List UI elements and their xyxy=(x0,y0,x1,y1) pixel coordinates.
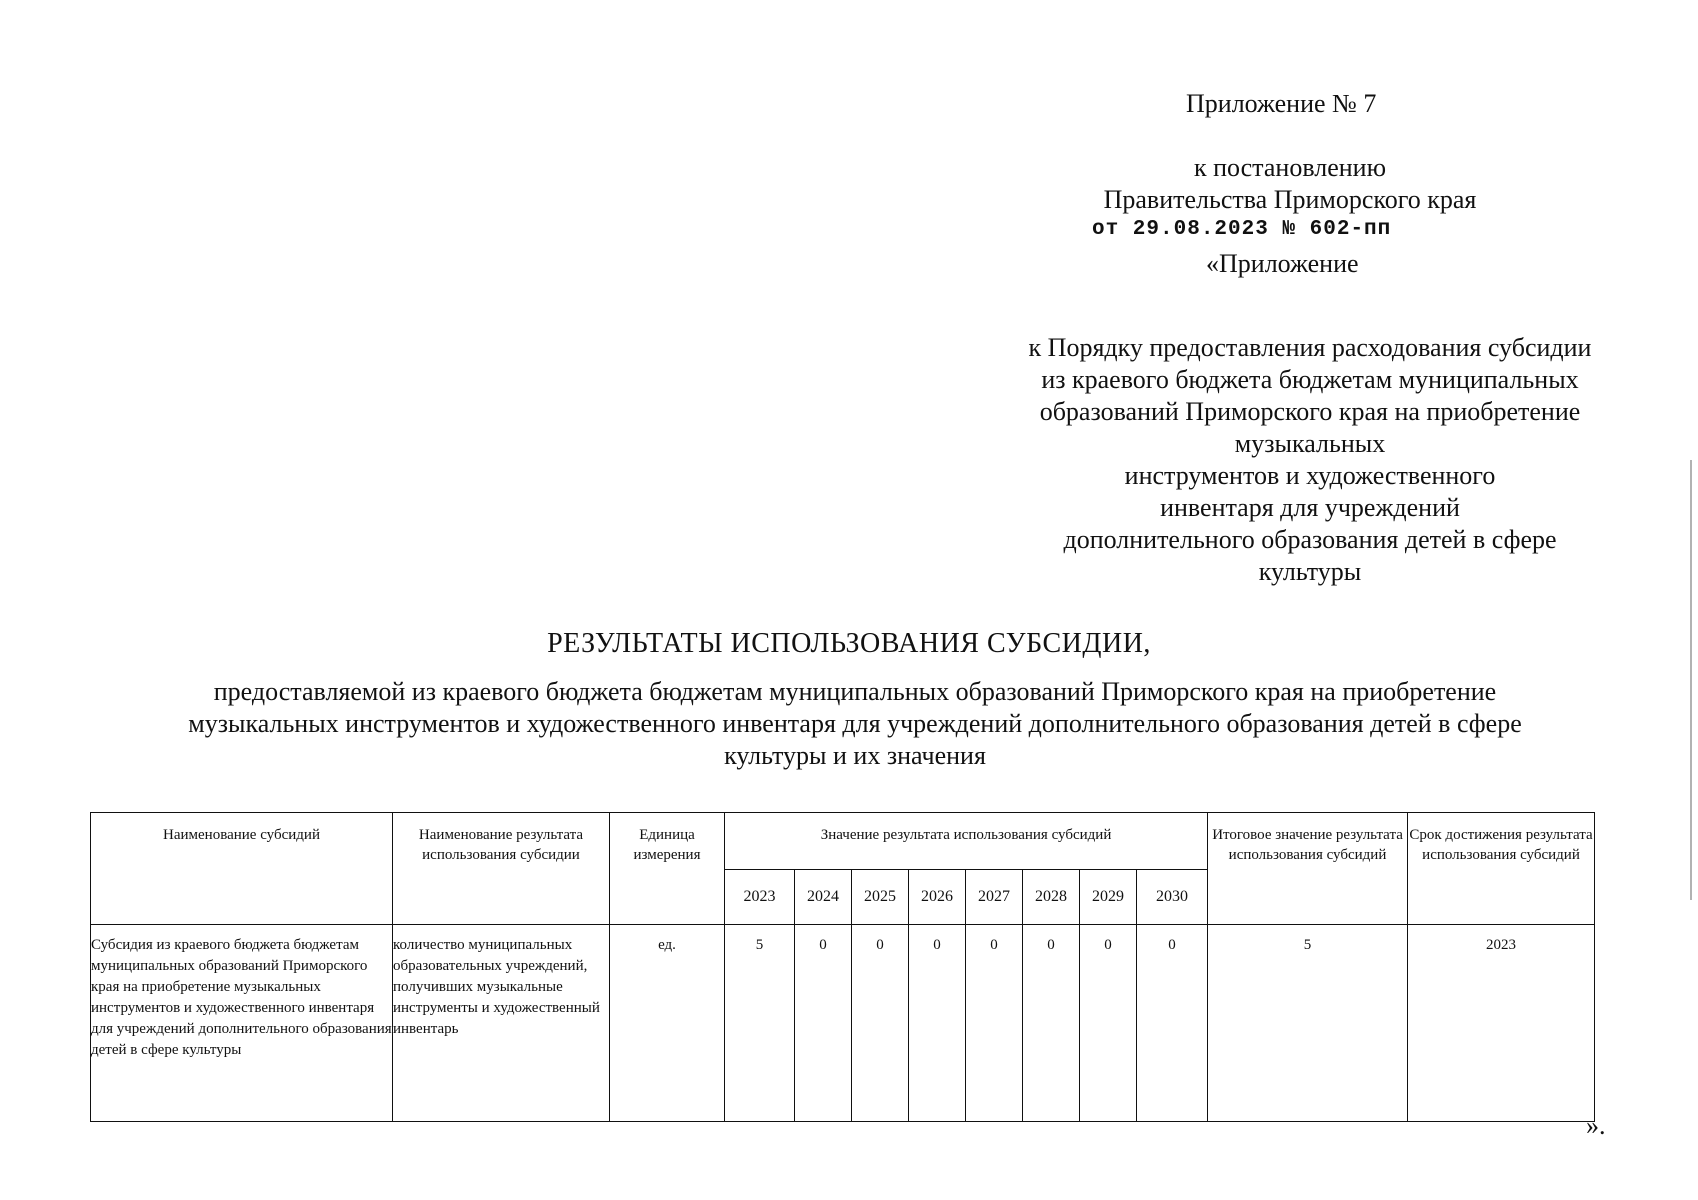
subtitle-line: музыкальных инструментов и художественного инвентаря для учреждений дополнительного образования детей в сфере xyxy=(188,709,1522,738)
document-subtitle xyxy=(60,676,1650,772)
header-year: 2027 xyxy=(966,870,1023,925)
cell-subsidy-name: Субсидия из краевого бюджета бюджетам муниципальных образований Приморского края на приобретение музыкальных инструментов и художественного инвентаря для учреждений дополнительного образования детей в сфере культуры xyxy=(91,925,393,1122)
decree-reference: от 29.08.2023 № 602-пп xyxy=(1092,218,1392,241)
cell-value-2030: 0 xyxy=(1137,925,1208,1122)
header-result-name: Наименование результата использования субсидии xyxy=(393,813,610,925)
header-year: 2024 xyxy=(795,870,852,925)
appendix-quote: «Приложение xyxy=(1206,249,1359,278)
order-line: дополнительного образования детей в сфере xyxy=(1063,525,1557,554)
order-line: инструментов и художественного xyxy=(1124,461,1496,490)
order-line: из краевого бюджета бюджетам муниципальных xyxy=(1041,365,1579,394)
order-line: образований Приморского края на приобретение xyxy=(1039,397,1581,426)
order-line: к Порядку предоставления расходования субсидии xyxy=(1028,333,1592,362)
cell-value-2026: 0 xyxy=(909,925,966,1122)
header-year: 2028 xyxy=(1023,870,1080,925)
table-row xyxy=(91,925,1595,1122)
header-year: 2025 xyxy=(852,870,909,925)
header-year: 2030 xyxy=(1137,870,1208,925)
cell-value-2023: 5 xyxy=(725,925,795,1122)
cell-value-2027: 0 xyxy=(966,925,1023,1122)
header-total: Итоговое значение результата использования субсидий xyxy=(1208,813,1408,925)
cell-value-2029: 0 xyxy=(1080,925,1137,1122)
to-decree-label: к постановлению xyxy=(1193,153,1387,182)
results-table xyxy=(90,812,1595,1122)
subtitle-line: предоставляемой из краевого бюджета бюджетам муниципальных образований Приморского края на приобретение xyxy=(213,677,1497,706)
cell-total: 5 xyxy=(1208,925,1408,1122)
header-year: 2023 xyxy=(725,870,795,925)
order-line: музыкальных xyxy=(1234,429,1386,458)
header-values-group: Значение результата использования субсидий xyxy=(725,813,1208,870)
order-reference xyxy=(940,332,1680,588)
cell-result-name: количество муниципальных образовательных учреждений, получивших музыкальные инструменты и художественный инвентарь xyxy=(393,925,610,1122)
header-unit: Единица измерения xyxy=(610,813,725,925)
header-year: 2026 xyxy=(909,870,966,925)
document-title: РЕЗУЛЬТАТЫ ИСПОЛЬЗОВАНИЯ СУБСИДИИ, xyxy=(547,628,1151,659)
cell-unit: ед. xyxy=(610,925,725,1122)
cell-value-2028: 0 xyxy=(1023,925,1080,1122)
table-header-row xyxy=(91,813,1595,870)
government-label: Правительства Приморского края xyxy=(1103,185,1477,214)
header-subsidy-name: Наименование субсидий xyxy=(91,813,393,925)
closing-quote-mark: ». xyxy=(1586,1111,1606,1140)
cell-deadline: 2023 xyxy=(1408,925,1595,1122)
order-line: культуры xyxy=(1258,557,1362,586)
scan-edge-line xyxy=(1690,460,1692,900)
header-deadline: Срок достижения результата использования субсидий xyxy=(1408,813,1595,925)
header-year: 2029 xyxy=(1080,870,1137,925)
subtitle-line: культуры и их значения xyxy=(724,741,986,770)
order-line: инвентаря для учреждений xyxy=(1160,493,1460,522)
cell-value-2024: 0 xyxy=(795,925,852,1122)
appendix-number: Приложение № 7 xyxy=(1186,89,1377,118)
cell-value-2025: 0 xyxy=(852,925,909,1122)
